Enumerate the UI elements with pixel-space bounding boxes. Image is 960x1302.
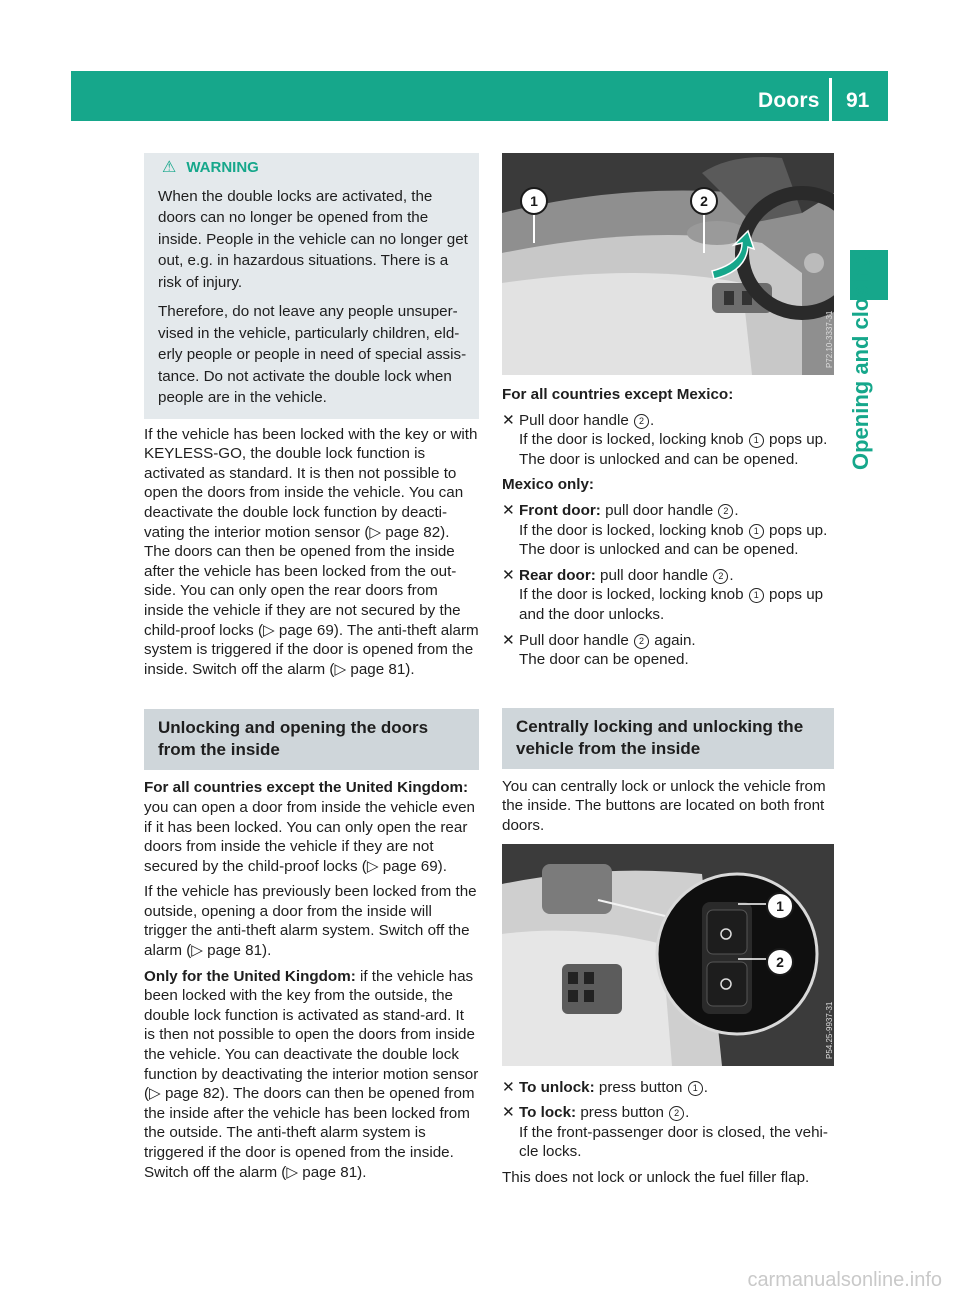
uk-label: Only for the United Kingdom:: [144, 967, 356, 985]
step-label: Rear door:: [519, 566, 596, 584]
step-label: To lock:: [519, 1104, 577, 1122]
header-divider: [829, 78, 832, 121]
step-result: The door can be opened.: [519, 651, 689, 669]
central-lock-figure: [502, 844, 834, 1066]
except-uk-label: For all countries except the United Kingdom:: [144, 779, 469, 797]
previously-locked-paragraph: If the vehicle has previously been locked from the outside, opening a door from the inside will trigger the anti-theft alarm system. Switch off the alarm (▷ page 81).: [144, 883, 477, 960]
figure-code: P54.25-9937-31: [825, 1001, 834, 1059]
all-except-mexico-label: For all countries except Mexico:: [502, 386, 734, 403]
step-text: pull door handle: [605, 501, 714, 519]
step-label: Front door:: [519, 501, 601, 519]
step-unlock: ✕ To unlock: press button 1 .: [502, 1078, 708, 1096]
step-text: again.: [654, 631, 696, 649]
warning-triangle-icon: ⚠: [162, 159, 177, 176]
header-section-title: Doors: [758, 89, 820, 112]
central-lock-paragraph: You can centrally lock or unlock the vehicle from the inside. The buttons are located on both front doors.: [502, 777, 826, 834]
callout-ref: 2: [634, 634, 649, 649]
step-lock: ✕ To lock: press button 2 . If the front-passenger door is closed, the vehi-cle locks.: [502, 1104, 828, 1161]
callout-ref: 2: [634, 414, 649, 429]
step-front-door: ✕ Front door: pull door handle 2 . If the door is locked, locking knob 1 pops up. The door is unlocked and can be opened.: [502, 501, 828, 559]
step-result: pops up. The door is unlocked and can be opened.: [519, 431, 828, 468]
page-number: 91: [846, 89, 870, 112]
right-column: [502, 153, 834, 1193]
except-uk-paragraph: [144, 778, 479, 876]
step-text: press button: [598, 1078, 683, 1096]
watermark: carmanualsonline.info: [747, 1269, 942, 1291]
step-result: If the door is locked, locking knob: [519, 521, 744, 539]
callout-2: 2: [690, 187, 718, 215]
step-marker-icon: ✕: [502, 1078, 515, 1096]
step-pull-handle: ✕ Pull door handle 2 . If the door is locked, locking knob 1 pops up. The door is unlocked and can be opened.: [502, 411, 828, 468]
step-text: Pull door handle: [519, 411, 629, 429]
except-uk-text: you can open a door from inside the vehicle even if it has been locked. You can only open the rear doors from inside the vehicle if they are not secured by the child-proof locks (▷ page 69).: [144, 798, 475, 875]
callout-1: 1: [766, 892, 794, 920]
callout-ref: 2: [718, 504, 733, 519]
step-rear-door: ✕ Rear door: pull door handle 2 . If the door is locked, locking knob 1 pops up and the door unlocks.: [502, 566, 824, 623]
step-result: pops up. The door is unlocked and can be opened.: [519, 521, 828, 559]
left-column: [144, 153, 479, 1188]
uk-text: if the vehicle has been locked with the key from the outside, the double lock function is activated as stand-ard. It is then not possible to open the doors from inside the vehicle. You can deactivate the double lock function by deactivating the interior motion sensor (▷ page 82). The doors can then be opened from the inside after the vehicle has been locked from the outside. The anti-theft alarm system is triggered if the door is opened from the inside. Switch off the alarm (▷ page 81).: [144, 967, 479, 1181]
step-marker-icon: ✕: [502, 411, 515, 429]
section-heading: Centrally locking and unlocking the vehicle from the inside: [502, 708, 834, 769]
warning-box: [144, 153, 479, 419]
warning-heading: [158, 158, 472, 178]
step-result: pops up and the door unlocks.: [519, 586, 824, 623]
section-heading: Unlocking and opening the doors from the inside: [144, 709, 479, 770]
step-result: If the front-passenger door is closed, the vehi-cle locks.: [519, 1123, 828, 1161]
door-interior-illustration: [502, 153, 834, 375]
fuel-flap-note: This does not lock or unlock the fuel filler flap.: [502, 1168, 810, 1186]
double-lock-paragraph: If the vehicle has been locked with the key or with KEYLESS-GO, the double lock function is activated as standard. It is then not possible to open the doors from inside the vehicle. You can deactivate the double lock function by deacti-vating the interior motion sensor (▷ page 82). The doors can then be opened from the inside after the vehicle has been locked from the out-side. You can only open the rear doors from inside the vehicle if they are not secured by the child-proof locks (▷ page 69). The anti-theft alarm system is triggered if the door is opened from the inside. Switch off the alarm (▷ page 81).: [144, 425, 479, 678]
step-marker-icon: ✕: [502, 566, 515, 584]
warning-title: WARNING: [186, 159, 259, 176]
callout-ref: 1: [688, 1081, 703, 1096]
step-result: If the door is locked, locking knob: [519, 586, 744, 604]
warning-paragraph: Therefore, do not leave any people unsuper-vised in the vehicle, particularly children, eld-erly people or people in need of special assis-tance. Do not activate the double lock when people are in the vehicle.: [158, 303, 467, 407]
step-result: If the door is locked, locking knob: [519, 431, 744, 449]
callout-ref: 1: [749, 433, 764, 448]
callout-ref: 1: [749, 588, 764, 603]
callout-ref: 1: [749, 524, 764, 539]
figure-code: P72.10-3337-31: [825, 310, 834, 368]
callout-ref: 2: [713, 569, 728, 584]
step-marker-icon: ✕: [502, 501, 515, 519]
step-text: Pull door handle: [519, 631, 629, 649]
mexico-only-label: Mexico only:: [502, 476, 594, 494]
callout-2: 2: [766, 948, 794, 976]
step-marker-icon: ✕: [502, 631, 515, 649]
uk-paragraph: [144, 967, 479, 1183]
step-label: To unlock:: [519, 1078, 595, 1096]
chapter-title: Opening and closing: [848, 252, 873, 470]
step-marker-icon: ✕: [502, 1104, 515, 1122]
door-handle-figure: [502, 153, 834, 375]
step-text: press button: [580, 1104, 664, 1122]
callout-ref: 2: [669, 1106, 684, 1121]
step-text: pull door handle: [600, 566, 709, 584]
callout-1: 1: [520, 187, 548, 215]
warning-paragraph: When the double locks are activated, the doors can no longer be opened from the inside. People in the vehicle can no longer get out, e.g. in hazardous situations. There is a risk of injury.: [158, 187, 468, 291]
step-pull-again: [502, 631, 834, 670]
